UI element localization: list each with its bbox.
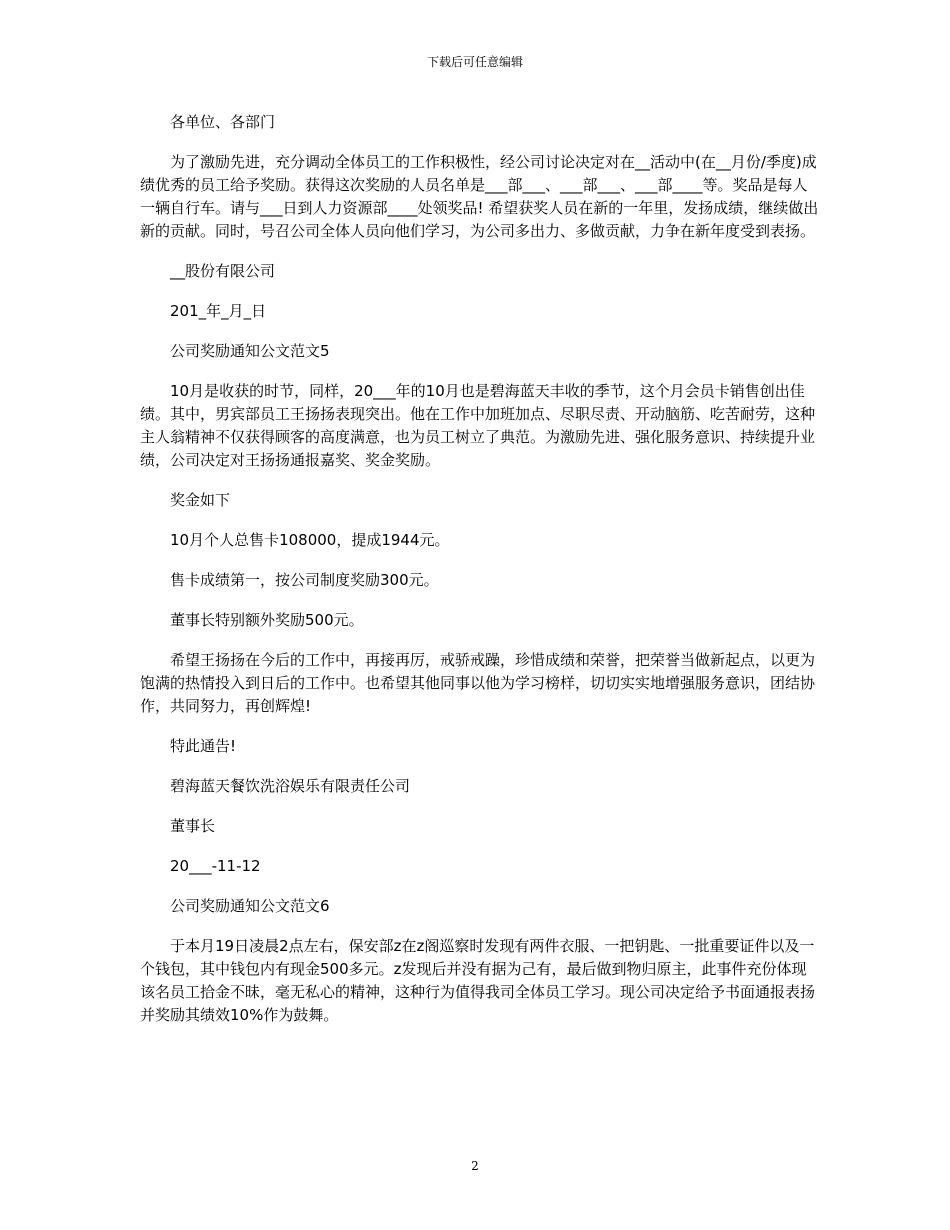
signature-company: 碧海蓝天餐饮洗浴娱乐有限责任公司 — [170, 777, 411, 795]
closing-line: 特此通告! — [170, 737, 237, 755]
signature-title: 董事长 — [170, 817, 216, 835]
signature-date: 201_年_月_日 — [170, 302, 267, 320]
bonus-item: 10月个人总售卡108000，提成1944元。 — [170, 531, 450, 549]
bonus-heading: 奖金如下 — [170, 491, 231, 509]
notice-paragraph: 10月是收获的时节，同样，20___年的10月也是碧海蓝天丰收的季节，这个月会员卡销售创出佳绩。其中，男宾部员工王扬扬表现突出。他在工作中加班加点、尽职尽责、开动脑筋、吃苦耐劳，这种主人翁精神不仅获得顾客的高度满意，也为员工树立了典范。为激励先进、强化服务意识、持续提升业绩，公司决定对王扬扬通报嘉奖、奖金奖励。 — [140, 382, 816, 469]
page-number: 2 — [471, 1159, 479, 1173]
bonus-item: 售卡成绩第一，按公司制度奖励300元。 — [170, 571, 439, 589]
notice-paragraph: 于本月19日凌晨2点左右，保安部z在z阁巡察时发现有两件衣服、一把钥匙、一批重要证件以及一个钱包，其中钱包内有现金500多元。z发现后并没有据为己有，最后做到物归原主，此事件充份体现该名员工拾金不昧，毫无私心的精神，这种行为值得我司全体员工学习。现公司决定给予书面通报表扬并奖励其绩效10%作为鼓舞。 — [140, 937, 816, 1024]
notice-paragraph: 希望王扬扬在今后的工作中，再接再厉，戒骄戒躁，珍惜成绩和荣誉，把荣誉当做新起点，以更为饱满的热情投入到日后的工作中。也希望其他同事以他为学习榜样，切切实实地增强服务意识，团结协作，共同努力，再创辉煌! — [140, 651, 816, 715]
section-heading: 公司奖励通知公文范文5 — [170, 342, 330, 360]
signature-company: __股份有限公司 — [170, 262, 276, 280]
salutation: 各单位、各部门 — [170, 113, 276, 131]
bonus-item: 董事长特别额外奖励500元。 — [170, 611, 364, 629]
page-header: 下载后可任意编辑 — [426, 55, 523, 69]
notice-paragraph: 为了激励先进，充分调动全体员工的工作积极性，经公司讨论决定对在__活动中(在__月份/季度)成绩优秀的员工给予奖励。获得这次奖励的人员名单是___部___、___部___、___部____等。奖品是每人一辆自行车。请与___日到人力资源部____处领奖品! 希望获奖人员在新的一年里，发扬成绩，继续做出新的贡献。同时，号召公司全体人员向他们学习，为公司多出力、多做贡献，力争在新年度受到表扬。 — [140, 153, 819, 240]
document-body — [140, 111, 820, 1044]
section-heading: 公司奖励通知公文范文6 — [170, 897, 330, 915]
signature-date: 20___-11-12 — [170, 857, 261, 875]
